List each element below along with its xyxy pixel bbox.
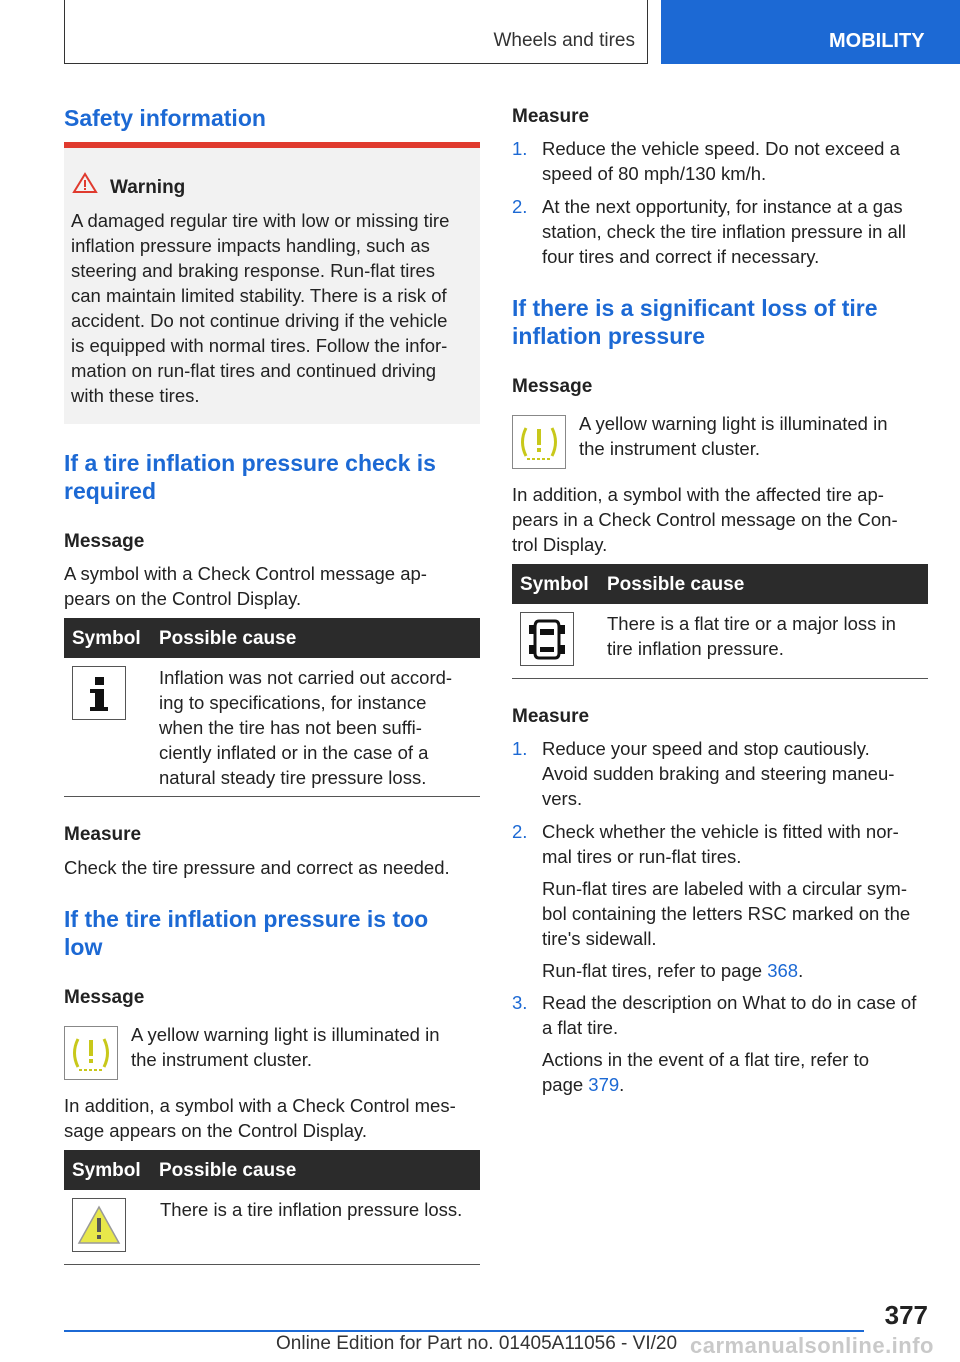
step-note: tire's sidewall. — [542, 928, 657, 949]
watermark: carmanualsonline.info — [690, 1333, 934, 1358]
low-title: low — [64, 934, 103, 960]
table2-rule — [64, 1264, 480, 1265]
step-number: 1. — [512, 738, 528, 759]
low-light: A yellow warning light is illuminated in — [131, 1024, 440, 1045]
table3-cause: There is a flat tire or a major loss in — [607, 613, 896, 634]
step-line: Check whether the vehicle is fitted with nor- — [542, 821, 899, 842]
measure-text: Check the tire pressure and correct as needed. — [64, 857, 450, 878]
step-line: station, check the tire inflation pressure in all — [542, 221, 907, 242]
step-number: 2. — [512, 821, 528, 842]
warning-line: steering and braking response. Run-flat tires — [71, 260, 436, 281]
low-light: the instrument cluster. — [131, 1049, 312, 1070]
table2-col-cause: Possible cause — [159, 1160, 297, 1181]
tire-pressure-warning-icon — [512, 415, 566, 469]
page-link-379[interactable]: 379 — [588, 1074, 620, 1095]
header-box — [64, 0, 648, 64]
safety-title: Safety information — [64, 105, 266, 131]
warning-line: with these tires. — [71, 385, 200, 406]
low-title: If the tire inflation pressure is too — [64, 906, 429, 932]
step-reference: page 379. — [542, 1074, 625, 1095]
step-line: Reduce your speed and stop cautiously. — [542, 738, 870, 759]
step-note: Run-flat tires are labeled with a circular sym- — [542, 878, 907, 899]
step-line: a flat tire. — [542, 1017, 619, 1038]
table3-cause: tire inflation pressure. — [607, 638, 784, 659]
check-message: pears on the Control Display. — [64, 588, 302, 609]
yellow-warning-triangle-icon — [72, 1198, 126, 1252]
table3-rule — [512, 678, 928, 679]
loss-title: inflation pressure — [512, 323, 705, 349]
section-title: Wheels and tires — [493, 30, 635, 51]
warning-line: A damaged regular tire with low or missing tire — [71, 210, 450, 231]
table1-col-cause: Possible cause — [159, 628, 297, 649]
table1-cause: natural steady tire pressure loss. — [159, 767, 427, 788]
table1-rule — [64, 796, 480, 797]
check-message: A symbol with a Check Control message ap- — [64, 563, 427, 584]
table3-header — [512, 564, 928, 604]
step-line: vers. — [542, 788, 583, 809]
warning-line: inflation pressure impacts handling, such as — [71, 235, 430, 256]
loss-addition: In addition, a symbol with the affected tire ap- — [512, 484, 884, 505]
step2-3 — [512, 990, 928, 1100]
step-line: four tires and correct if necessary. — [542, 246, 820, 267]
warning-line: mation on run-flat tires and continued driving — [71, 360, 437, 381]
table2-cause: There is a tire inflation pressure loss. — [160, 1199, 463, 1220]
step-number: 3. — [512, 992, 528, 1013]
table1-header — [64, 618, 480, 658]
warning-title: Warning — [110, 177, 186, 198]
low-addition: sage appears on the Control Display. — [64, 1120, 368, 1141]
table2-col-symbol: Symbol — [72, 1160, 141, 1181]
step-line: mal tires or run-flat tires. — [542, 846, 742, 867]
warning-line: accident. Do not continue driving if the vehicle — [71, 310, 448, 331]
step-1 — [512, 136, 928, 192]
warning-box — [64, 142, 480, 424]
car-flat-tire-icon — [520, 612, 574, 666]
check-title: If a tire inflation pressure check is — [64, 450, 436, 476]
measure-label: Measure — [64, 824, 142, 845]
step-reference: Run-flat tires, refer to page 368. — [542, 960, 804, 981]
table1-cause: Inflation was not carried out accord- — [159, 667, 453, 688]
footer-rule — [64, 1330, 864, 1332]
table3-col-symbol: Symbol — [520, 574, 589, 595]
table1-cause: ing to specifications, for instance — [159, 692, 427, 713]
tire-pressure-warning-icon — [64, 1026, 118, 1080]
page-number: 377 — [884, 1300, 928, 1330]
warning-line: is equipped with normal tires. Follow the infor- — [71, 335, 448, 356]
check-title: required — [64, 478, 157, 504]
table1-cause: when the tire has not been suffi- — [159, 717, 422, 738]
low-message-label: Message — [64, 987, 145, 1008]
warning-icon — [72, 172, 98, 199]
edition-text: Online Edition for Part no. 01405A11056 - VI/20 — [276, 1333, 678, 1354]
step-2 — [512, 194, 928, 274]
info-icon — [72, 666, 126, 720]
step-line: Read the description on What to do in case of — [542, 992, 917, 1013]
low-addition: In addition, a symbol with a Check Control mes- — [64, 1095, 456, 1116]
loss-light: the instrument cluster. — [579, 438, 760, 459]
check-message-label: Message — [64, 531, 145, 552]
step-number: 1. — [512, 138, 528, 159]
measure-label-right: Measure — [512, 106, 590, 127]
table2-header — [64, 1150, 480, 1190]
loss-message-label: Message — [512, 376, 593, 397]
page-link-368[interactable]: 368 — [767, 960, 799, 981]
loss-light: A yellow warning light is illuminated in — [579, 413, 888, 434]
loss-title: If there is a significant loss of tire — [512, 295, 878, 321]
measure2-label: Measure — [512, 706, 590, 727]
chapter-tab[interactable]: MOBILITY — [661, 0, 960, 64]
step-reference: Actions in the event of a flat tire, refer to — [542, 1049, 870, 1070]
step-line: Avoid sudden braking and steering maneu- — [542, 763, 895, 784]
table1-col-symbol: Symbol — [72, 628, 141, 649]
warning-line: can maintain limited stability. There is a risk of — [71, 285, 447, 306]
table3-col-cause: Possible cause — [607, 574, 745, 595]
table1-cause: ciently inflated or in the case of a — [159, 742, 429, 763]
step-line: Reduce the vehicle speed. Do not exceed a — [542, 138, 900, 159]
step-line: speed of 80 mph/130 km/h. — [542, 163, 767, 184]
step-note: bol containing the letters RSC marked on the — [542, 903, 911, 924]
step-number: 2. — [512, 196, 528, 217]
loss-addition: trol Display. — [512, 534, 608, 555]
loss-addition: pears in a Check Control message on the Con- — [512, 509, 898, 530]
step-line: At the next opportunity, for instance at a gas — [542, 196, 903, 217]
step2-2 — [512, 819, 928, 989]
step2-1 — [512, 736, 928, 814]
